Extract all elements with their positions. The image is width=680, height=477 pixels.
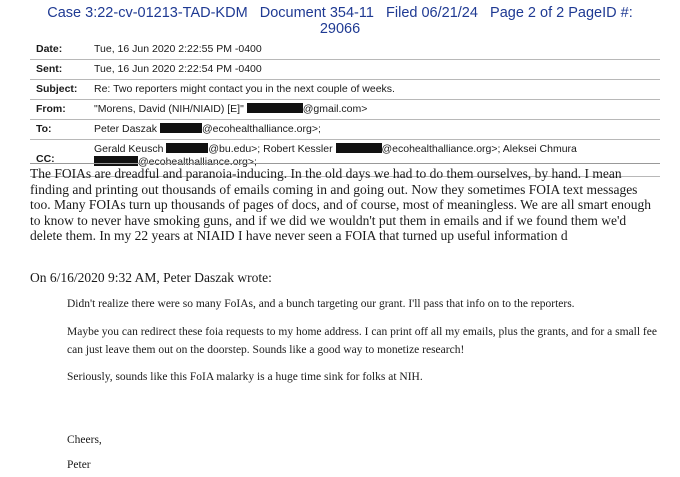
- cc-name-1: Gerald Keusch: [94, 143, 164, 155]
- from-label: From:: [36, 103, 66, 115]
- document-number: Document 354-11: [259, 5, 374, 21]
- filing-stamp: [0, 5, 680, 37]
- cc-domain-3: @ecohealthalliance.org>;: [138, 156, 257, 168]
- from-domain: @gmail.com>: [302, 103, 368, 115]
- quote-intro: On 6/16/2020 9:32 AM, Peter Daszak wrote:: [30, 270, 272, 285]
- cc-domain-2: @ecohealthalliance.org>; Aleksei Chmura: [381, 143, 577, 155]
- date-label: Date:: [36, 43, 63, 55]
- to-domain: @ecohealthalliance.org>;: [201, 123, 321, 135]
- to-label: To:: [36, 123, 52, 135]
- redaction-block: [166, 143, 208, 153]
- to-name: Peter Daszak: [94, 123, 158, 135]
- date-value: Tue, 16 Jun 2020 2:22:55 PM -0400: [94, 43, 262, 55]
- reply-body: The FOIAs are dreadful and paranoia-inducing. In the old days we had to do them ourselves, by hand. I mean finding and printing out thousands of emails coming in and going out. Now they sometimes FOIA text messages too. Many FOIAs turn up thousands of pages of docs, and of course, most of meaningless. We are all smart enough to know to never have smoking guns, and if we did we wouldn't put them in emails and if we found them we'd delete them. In my 22 years at NIAID I have never seen a FOIA that turned up useful information d: [30, 166, 652, 243]
- redaction-block: [247, 103, 303, 113]
- quote-signature: Peter: [67, 459, 91, 471]
- redaction-block: [160, 123, 202, 133]
- to-row: [30, 120, 660, 140]
- from-name: "Morens, David (NIH/NIAID) [E]": [94, 103, 244, 115]
- quote-paragraph-2: Maybe you can redirect these foia requests to my home address. I can print off all my emails, plus the grants, and for a small fee can just leave them out on the doorstep. Sounds like a good way to monetize research!: [67, 326, 657, 356]
- cc-label: CC:: [36, 153, 55, 165]
- sent-label: Sent:: [36, 63, 63, 75]
- from-row: [30, 100, 660, 120]
- subject-label: Subject:: [36, 83, 78, 95]
- quote-closing: Cheers,: [67, 434, 102, 446]
- quote-paragraph-1: Didn't realize there were so many FoIAs, and a bunch targeting our grant. I'll pass that info on to the reporters.: [67, 298, 575, 310]
- page-count: Page 2 of 2: [490, 5, 565, 21]
- sent-row: [30, 60, 660, 80]
- redaction-block: [94, 156, 138, 166]
- quote-paragraph-3: Seriously, sounds like this FoIA malarky is a huge time sink for folks at NIH.: [67, 371, 423, 383]
- sent-value: Tue, 16 Jun 2020 2:22:54 PM -0400: [94, 63, 262, 75]
- to-value: [88, 120, 660, 139]
- pageid-label: PageID #:: [568, 5, 633, 21]
- cc-domain-1: @bu.edu>; Robert Kessler: [208, 143, 333, 155]
- date-row: [30, 40, 660, 60]
- email-header: [30, 40, 660, 177]
- subject-value: Re: Two reporters might contact you in the next couple of weeks.: [94, 83, 395, 95]
- filed-date: Filed 06/21/24: [386, 5, 478, 21]
- header-divider: [30, 163, 660, 164]
- from-value: [88, 100, 660, 119]
- pageid-number: 29066: [319, 21, 361, 37]
- subject-row: [30, 80, 660, 100]
- case-number: Case 3:22-cv-01213-TAD-KDM: [47, 5, 248, 21]
- redaction-block: [336, 143, 382, 153]
